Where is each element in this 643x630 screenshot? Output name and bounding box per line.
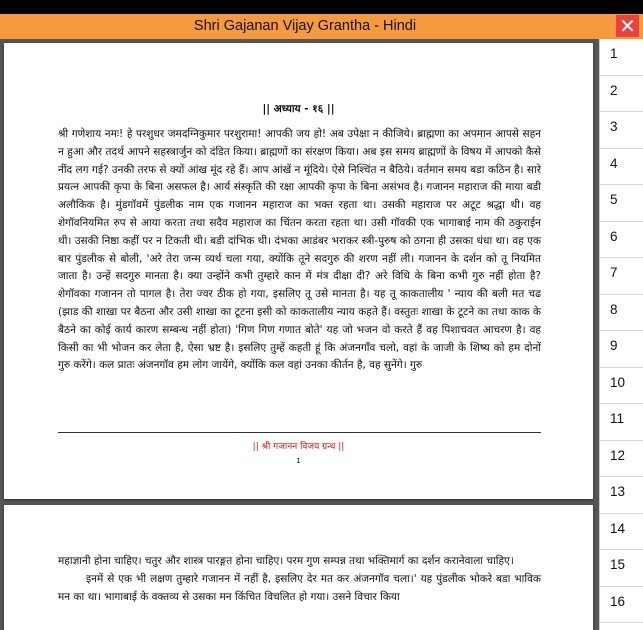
footer-divider bbox=[58, 432, 541, 433]
chapter-index-item-16[interactable]: 16 bbox=[600, 587, 643, 624]
close-icon[interactable]: ✕ bbox=[616, 15, 639, 37]
page-number: 1 bbox=[296, 457, 301, 465]
app-title: Shri Gajanan Vijay Grantha - Hindi bbox=[193, 18, 417, 34]
chapter-index-item-8[interactable]: 8 bbox=[600, 295, 643, 332]
document-page-1 bbox=[4, 43, 593, 499]
footer-book-title: || श्री गजानन विजय ग्रन्थ || bbox=[252, 442, 345, 452]
chapter-index-item-6[interactable]: 6 bbox=[600, 222, 643, 259]
title-bar bbox=[0, 14, 643, 39]
status-bar bbox=[0, 0, 643, 14]
paragraph: इनमें से एक भी लक्षण तुम्हारे गजानन में नहीं है, इसलिए देर मत कर अंजनगॉव चला।' यह पुंडलीक भोकरे बडा भाविक मन का था। भागाबाई के वक्तव्य से उसका मन किंचित विचलित हो गया। उसने विचार किया bbox=[58, 572, 541, 603]
chapter-index-item-3[interactable]: 3 bbox=[600, 112, 643, 149]
chapter-index-item-15[interactable]: 15 bbox=[600, 550, 643, 587]
chapter-index-item-7[interactable]: 7 bbox=[600, 258, 643, 295]
page-body-text bbox=[58, 553, 541, 606]
chapter-index-item-11[interactable]: 11 bbox=[600, 404, 643, 441]
chapter-index-item-13[interactable]: 13 bbox=[600, 477, 643, 514]
chapter-index-sidebar bbox=[599, 39, 643, 630]
chapter-index-item-9[interactable]: 9 bbox=[600, 331, 643, 368]
chapter-index-item-5[interactable]: 5 bbox=[600, 185, 643, 222]
chapter-index-item-14[interactable]: 14 bbox=[600, 514, 643, 551]
chapter-index-item-1[interactable]: 1 bbox=[600, 39, 643, 76]
chapter-index-item-12[interactable]: 12 bbox=[600, 441, 643, 478]
document-viewer[interactable] bbox=[0, 39, 599, 630]
chapter-index-item-2[interactable]: 2 bbox=[600, 76, 643, 113]
chapter-heading: || अध्याय - १६ || bbox=[262, 103, 335, 115]
document-page-2 bbox=[4, 505, 593, 630]
chapter-index-item-10[interactable]: 10 bbox=[600, 368, 643, 405]
chapter-index-item-4[interactable]: 4 bbox=[600, 149, 643, 186]
paragraph: महाज्ञानी होना चाहिए। चतुर और शास्त्र पारङ्गत होना चाहिए। परम गुण सम्पन्न तथा भक्तिमार्ग का दर्शन करानेवाला चाहिए। bbox=[58, 555, 514, 567]
page-body-text: श्री गणेशाय नमः! हे परशुधर जमदग्निकुमार परशुरामा! आपकी जय हो! अब उपेक्षा न कीजिये। ब्राह्मणा का अपमान आपसे सहन न हुआ और तदर्थ आपने सहस्त्रार्जुन को दंडित किया। ब्राह्मणों का संरक्षण किया। अब इस समय ब्राह्मणों के विषय में आपको कैसे नींद लग गई? उनकी तरफ से क्यों आंख मूंद रहे हैं। आप आंखें न मूंदिये। ऐसे निश्चिंत न बैठिये। वर्तमान समय बडा कठिन है। सारे प्रयत्न आपकी कृपा के बिना असफल है। आर्य संस्कृति की रक्षा आपकी कृपा के बिना असंभव है। गजानन महाराज की माया बडी अलौकिक है। मुंडगॉवमें पुंडलीक नाम एक गजानन महाराज का भक्त रहता था। उसकी महाराज पर अटूट श्रद्धा थी। वह शेगॉवनियमित रुप से आया करता तथा सदैव महाराज का चिंतन करता रहता था। उसी गॉवकी एक भागाबाई नाम की ठकुराईन थी। उसकी निष्ठा कहीं पर न टिकती थी। बडी दांभिक थी। दंभका आडंबर भराकर स्त्री-पुरुष को ठगना ही उसका धंधा था। वह एक बार पुंडलीक से बोली, 'अरे तेरा जन्म व्यर्थ चला गया, क्योंकि तूने सदगुरु की शरण नहीं ली। गजानन के दर्शन को तू नियमित जाता है। उन्हें सदगुरु मानता है। क्या उन्होंने कभी तुम्हारे कान में मंत्र दीक्षा दी? अरे विधि के बिना कभी गुरु नहीं होता है? शेगॉवका गजानन तो पागल है। तेरा ज्वर ठीक हो गया, इसलिए तू उसे मानता है। यह तू काकतालीय ' न्याय की बली मत चढ (झाड की शाखा पर बैठना और उसी शाखा का टूटना इसी को काकतालीय न्याय कहते हैं। वस्तुतः शाखा के टूटने का तथा काक के बैठने का कोई कार्य कारण सम्बन्ध नहीं होता) 'गिण गिण गणात बोते' यह जो भजन वो करते हैं वह पिशाचवत आचरण है। वह किसी का भी भोजन कर लेता है, ऐसा भ्रष्ट है। इसलिए तुम्हें कहती हूं कि अंजनगाँव चलो, वहां के जाजी के शिष्य को हम दोनों गुरु करेंगे। कल प्रातः अंजनगॉव हम लोग जायेंगे, क्योंकि कल वहां उनका कीर्तन है, वह सुनेंगे। गुरु bbox=[58, 128, 541, 372]
